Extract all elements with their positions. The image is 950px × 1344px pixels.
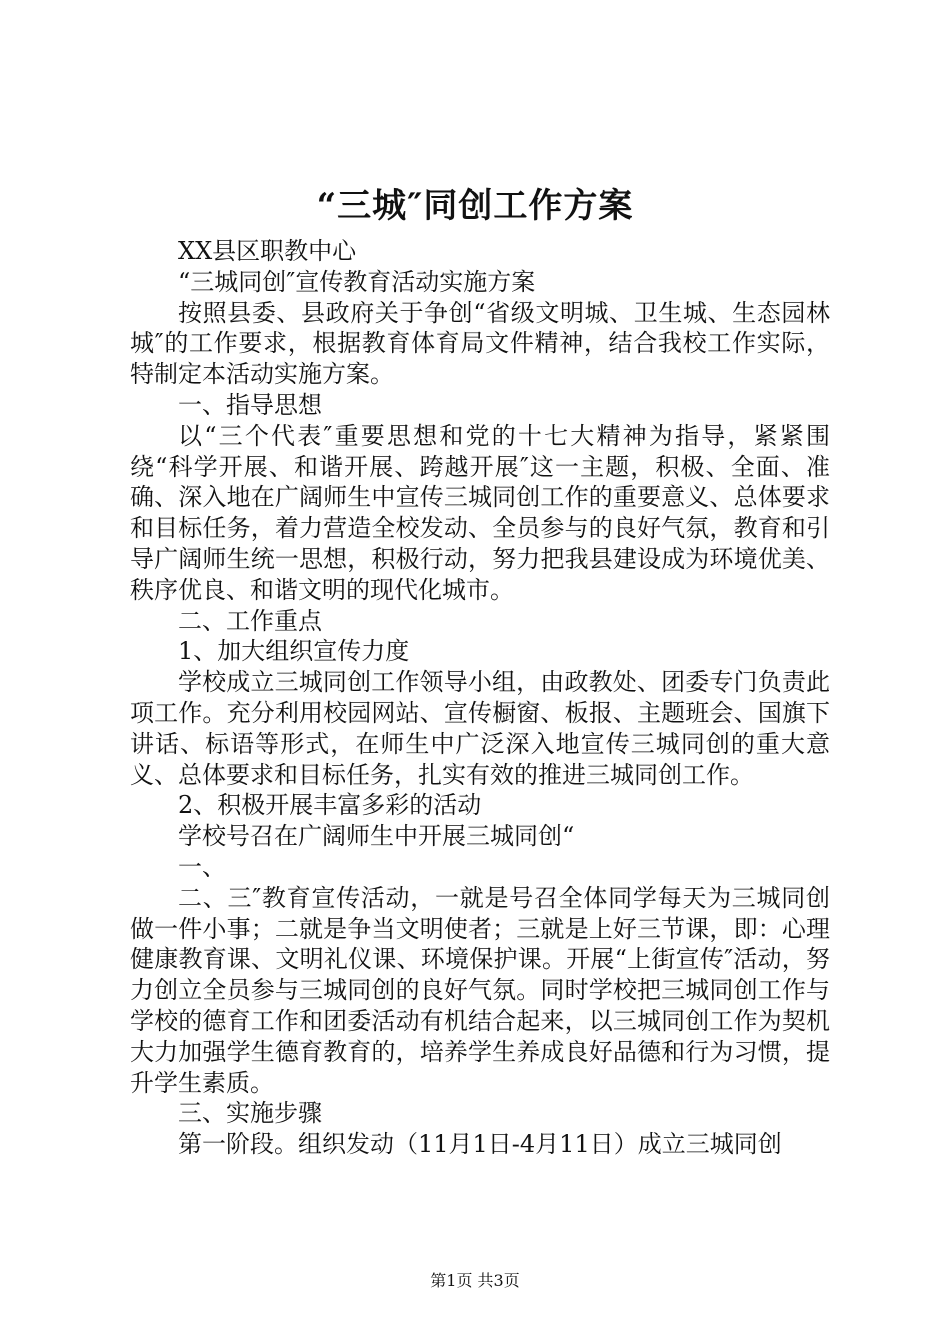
page-footer: 第1页 共3页 <box>430 1271 520 1290</box>
section-heading: 三、实施步骤 <box>178 1099 322 1128</box>
subsection-heading: 1、加大组织宣传力度 <box>178 637 410 666</box>
paragraph: 二、三″教育宣传活动，一就是号召全体同学每天为三城同创做一件小事；二就是争当文明使者；三就是上好三节课，即：心理健康教育课、文明礼仪课、环境保护课。开展“上街宣传″活动，努力创立全员参与三城同创的良好气氛。同时学校把三城同创工作与学校的德育工作和团委活动有机结合起来，以三城同创工作为契机大力加强学生德育教育的，培养学生养成良好品德和行为习惯，提升学生素质。 <box>130 883 830 1097</box>
paragraph: “三城同创″宣传教育活动实施方案 <box>178 267 536 296</box>
paragraph: 学校号召在广阔师生中开展三城同创“ <box>178 822 575 851</box>
paragraph: 学校成立三城同创工作领导小组，由政教处、团委专门负责此项工作。充分利用校园网站、宣传橱窗、板报、主题班会、国旗下讲话、标语等形式，在师生中广泛深入地宣传三城同创的重大意义、总体要求和目标任务，扎实有效的推进三城同创工作。 <box>130 668 830 789</box>
section-heading: 二、工作重点 <box>178 606 322 635</box>
paragraph: XX县区职教中心 <box>178 237 357 265</box>
subsection-heading: 2、积极开展丰富多彩的活动 <box>178 791 482 820</box>
paragraph: 一、 <box>178 852 226 881</box>
document-body <box>130 236 830 1160</box>
paragraph: 按照县委、县政府关于争创“省级文明城、卫生城、生态园林城″的工作要求，根据教育体育局文件精神，结合我校工作实际，特制定本活动实施方案。 <box>130 298 830 389</box>
paragraph: 以“三个代表″重要思想和党的十七大精神为指导，紧紧围绕“科学开展、和谐开展、跨越开展″这一主题，积极、全面、准确、深入地在广阔师生中宣传三城同创工作的重要意义、总体要求和目标任务，着力营造全校发动、全员参与的良好气氛，教育和引导广阔师生统一思想，积极行动，努力把我县建设成为环境优美、秩序优良、和谐文明的现代化城市。 <box>130 421 830 604</box>
paragraph: 第一阶段。组织发动（11月1日-4月11日）成立三城同创 <box>178 1130 782 1159</box>
section-heading: 一、指导思想 <box>178 390 322 419</box>
document-title: “三城″同创工作方案 <box>316 186 634 226</box>
